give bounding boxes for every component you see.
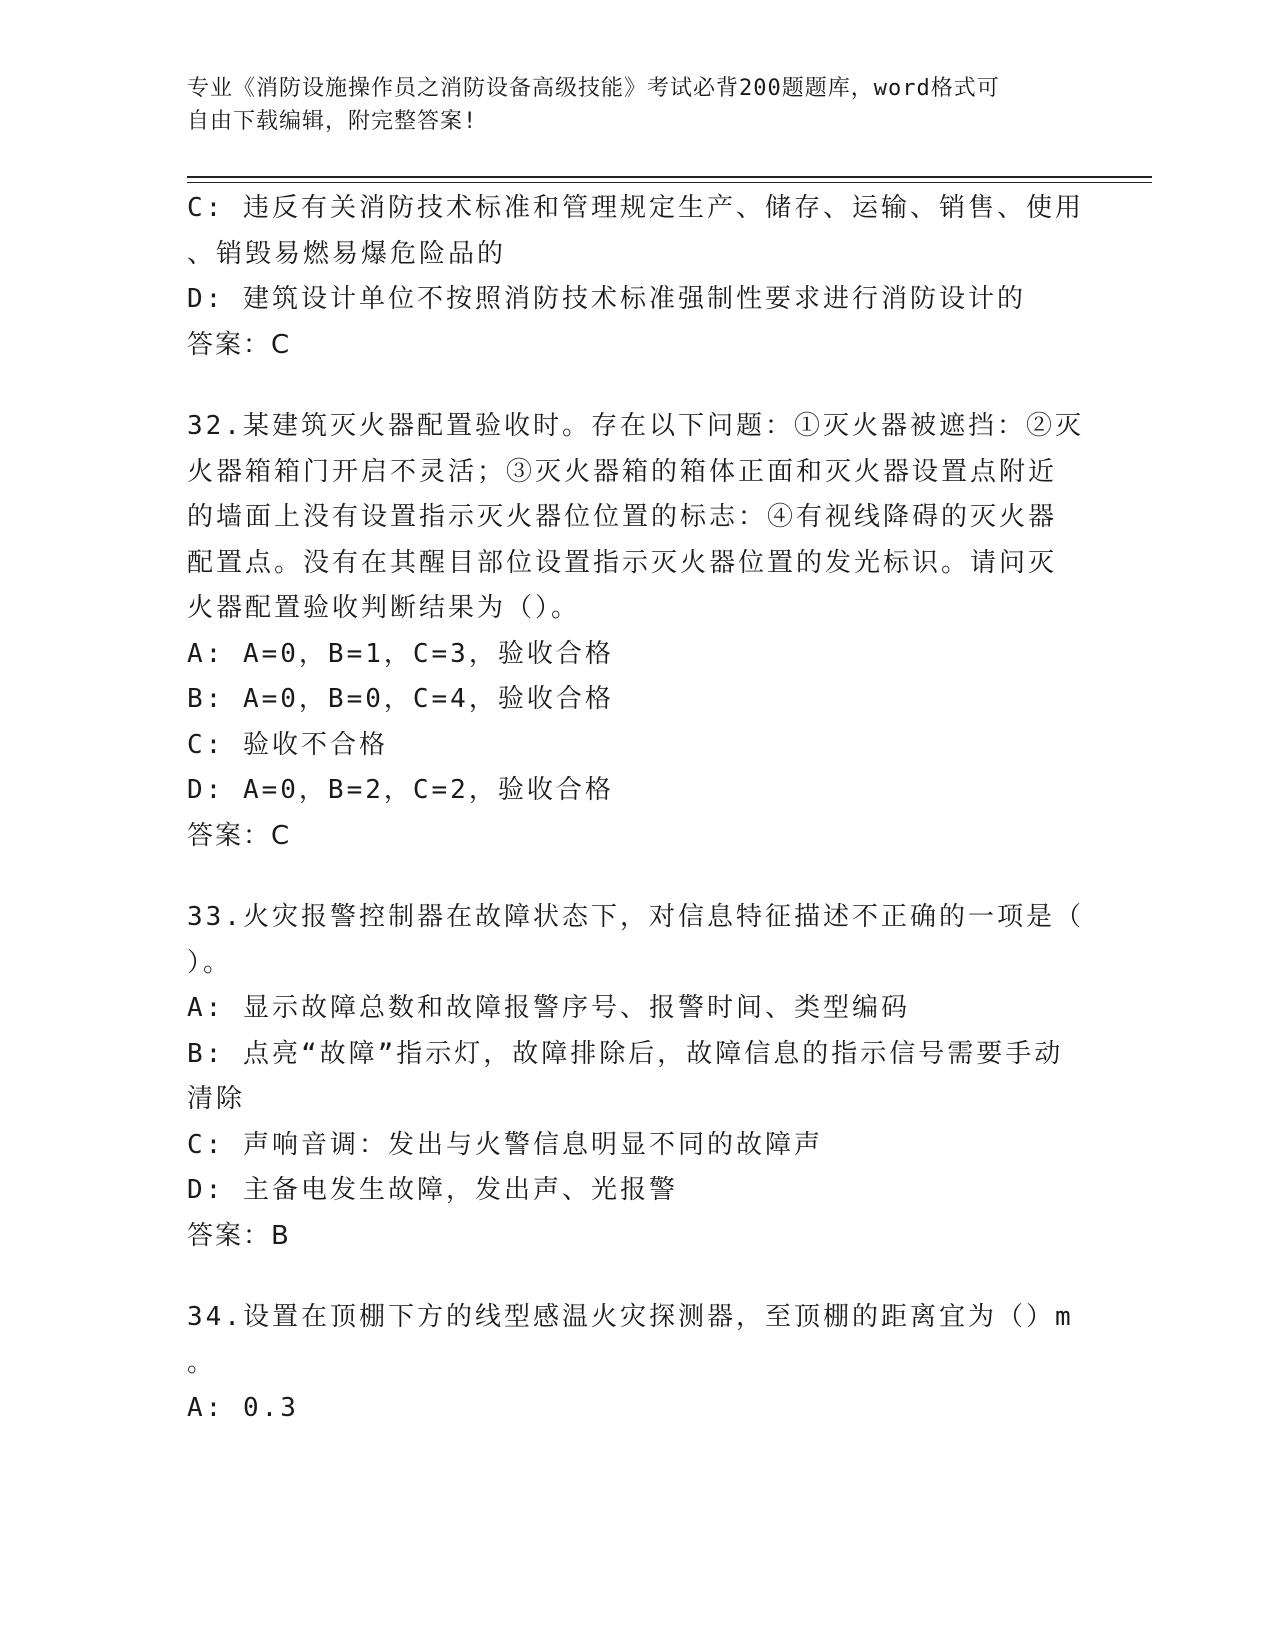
header-divider — [187, 176, 1152, 178]
question-stem-line: ）。 — [187, 947, 233, 978]
answer: 答案：C — [187, 329, 292, 360]
header-title-line-1: 专业《消防设施操作员之消防设备高级技能》考试必背200题题库，word格式可 — [187, 76, 1000, 101]
option-d: D: 建筑设计单位不按照消防技术标准强制性要求进行消防设计的 — [187, 284, 1026, 314]
option-a: A: 显示故障总数和故障报警序号、报警时间、类型编码 — [187, 993, 910, 1023]
question-34 — [187, 1295, 1074, 1432]
question-stem-line: 。 — [187, 1347, 217, 1378]
option-c-line-2: 、销毁易燃易爆危险品的 — [187, 238, 507, 269]
spacer — [187, 859, 1067, 895]
question-stem-line: 33.火灾报警控制器在故障状态下，对信息特征描述不正确的一项是（ — [187, 902, 1084, 932]
question-31-tail — [187, 186, 1084, 368]
document-header — [187, 72, 1087, 138]
question-stem-line: 32.某建筑灭火器配置验收时。存在以下问题：①灭火器被遮挡：②灭 — [187, 411, 1084, 441]
option-b-line-2: 清除 — [187, 1084, 246, 1114]
answer: 答案：B — [187, 1220, 291, 1251]
question-stem-line: 34.设置在顶棚下方的线型感温火灾探测器，至顶棚的距离宜为（）m — [187, 1302, 1074, 1332]
option-a: A: A=0，B=1，C=3，验收合格 — [187, 638, 614, 669]
option-d: D: A=0，B=2，C=2，验收合格 — [187, 775, 614, 805]
option-b-line-1: B: 点亮“故障”指示灯，故障排除后，故障信息的指示信号需要手动 — [187, 1038, 1064, 1069]
question-stem-line: 火器箱箱门开启不灵活；③灭火器箱的箱体正面和灭火器设置点附近 — [187, 456, 1058, 487]
header-divider-thin — [187, 182, 1152, 183]
option-d: D: 主备电发生故障，发出声、光报警 — [187, 1175, 678, 1205]
document-body — [187, 186, 1084, 1432]
question-33 — [187, 895, 1084, 1259]
question-stem-line: 配置点。没有在其醒目部位设置指示灭火器位置的发光标识。请问灭 — [187, 547, 1058, 578]
question-stem-line: 的墙面上没有设置指示灭火器位位置的标志：④有视线降碍的灭火器 — [187, 502, 1058, 532]
header-title-line-2: 自由下载编辑，附完整答案! — [187, 109, 478, 134]
option-c: C: 声响音调：发出与火警信息明显不同的故障声 — [187, 1129, 823, 1160]
option-c: C: 验收不合格 — [187, 729, 388, 760]
option-b: B: A=0，B=0，C=4，验收合格 — [187, 684, 614, 714]
option-a: A: 0.3 — [187, 1393, 299, 1423]
answer: 答案：C — [187, 820, 292, 851]
option-c-line-1: C: 违反有关消防技术标准和管理规定生产、储存、运输、销售、使用 — [187, 193, 1084, 223]
question-32 — [187, 404, 1084, 859]
question-stem-line: 火器配置验收判断结果为（）。 — [187, 593, 581, 623]
spacer — [187, 1259, 1067, 1295]
spacer — [187, 368, 1067, 404]
